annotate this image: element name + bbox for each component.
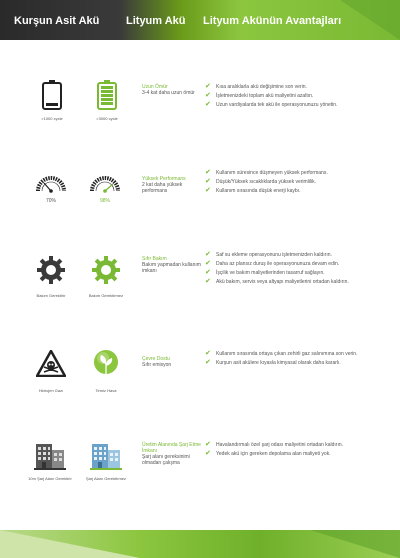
feature-block [142,442,204,466]
check-icon: ✔ [205,259,211,267]
building-icon [34,440,66,475]
caption-lead-efficiency: 70% [45,198,56,204]
caption-lithium-charging: Şarj Alanı Gerektirmez [85,476,126,481]
caption-lithium-cycle: >3000 cycle [96,116,118,121]
gear-icon [92,256,120,289]
list-item: ✔ Kullanım sırasında düşük enerji kaybı. [205,186,301,194]
gauge-icon [36,171,66,198]
feature-block [142,356,204,368]
caption-lead-charging: 10m Şarj Alanı Gerektirir [28,476,72,481]
feature-desc: Şarj alanı gereksinimi olmadan çalışma [142,454,190,466]
check-icon: ✔ [205,82,211,90]
caption-lithium-efficiency: 98% [99,198,110,204]
header-accent [340,0,400,40]
footer-bar [0,530,400,558]
header-advantages: Lityum Akünün Avantajları [203,15,342,27]
footer-accent-right [310,530,400,558]
footer-accent-left [0,530,140,558]
caption-hydrogen: Hidrojen Gazı [38,388,64,393]
header-lead-acid: Kurşun Asit Akü [14,15,100,27]
feature-desc: 3-4 kat daha uzun ömür [142,90,195,96]
header-bar [0,0,400,40]
feature-title: Sıfır Bakım [142,256,167,262]
check-icon: ✔ [205,449,211,457]
list-item: ✔ Kısa aralıklarla akü değişimine son verin. [205,82,307,90]
battery-low-icon [42,80,62,115]
check-icon: ✔ [205,268,211,276]
caption-lead-maintenance: Bakım Gerektirir [36,293,66,298]
list-item: ✔ Kullanım süresince düşmeyen yüksek performans. [205,168,328,176]
green-leaf-icon [93,347,119,382]
advantage-list [205,351,365,369]
gear-icon [37,256,65,289]
list-item: ✔ Daha az plansız duruş ile operasyonunuza devam edin. [205,259,340,267]
list-item: ✔ Uzun vardiyalarda tek akü ile operasyonunuzu yönetin. [205,100,338,108]
building-icon [90,440,122,475]
check-icon: ✔ [205,250,211,258]
header-lithium: Lityum Akü [126,15,186,27]
list-item: ✔ Kullanım sırasında ortaya çıkan zehirli gaz salınımına son verin. [205,349,358,357]
check-icon: ✔ [205,168,211,176]
list-item: ✔ Düşük/Yüksek sıcaklıklarda yüksek verimlilik. [205,177,317,185]
check-icon: ✔ [205,100,211,108]
feature-block [142,84,204,96]
list-item: ✔ Yedek akü için gereken depolama alan maliyeti yok. [205,449,331,457]
list-item: ✔ Kurşun asit akülere kıyasla kimyasal olarak daha kararlı. [205,358,341,366]
battery-full-icon [97,80,117,115]
feature-block [142,256,204,274]
check-icon: ✔ [205,349,211,357]
feature-desc: Bakım yapmadan kullanım imkanı [142,262,201,274]
check-icon: ✔ [205,186,211,194]
advantage-list [205,252,365,288]
caption-lithium-maintenance: Bakım Gerektirmez [88,293,124,298]
feature-title: Üretim Alanında Şarj Etme İmkanı [142,442,201,454]
feature-desc: 2 kat daha yüksek performans [142,182,183,194]
check-icon: ✔ [205,177,211,185]
advantage-list [205,170,390,197]
check-icon: ✔ [205,277,211,285]
advantage-list [205,442,390,460]
caption-lead-cycle: >1000 cycle [41,116,63,121]
feature-title: Uzun Ömür [142,84,168,90]
check-icon: ✔ [205,91,211,99]
advantage-list [205,84,390,111]
list-item: ✔ İşçilik ve bakım maliyetlerinden tasarruf sağlayın. [205,268,325,276]
gauge-icon [90,171,120,198]
feature-desc: Sıfır emisyon [142,362,172,368]
check-icon: ✔ [205,358,211,366]
list-item: ✔ Havalandırmalı özel şarj odası maliyetini ortadan kaldırın. [205,440,344,448]
feature-title: Çevre Dostu [142,356,170,362]
list-item: ✔ Saf su ekleme operasyonunu işletmenizden kaldırın. [205,250,332,258]
feature-block [142,176,204,194]
check-icon: ✔ [205,440,211,448]
list-item: ✔ Akü bakım, servis veya altyapı maliyetlerini ortadan kaldırın. [205,277,349,285]
hazard-skull-icon [36,350,66,382]
list-item: ✔ İşletmenizdeki toplam akü maliyetini azaltın. [205,91,314,99]
caption-clean-air: Temiz Hava [95,388,117,393]
feature-title: Yüksek Performans [142,176,186,182]
